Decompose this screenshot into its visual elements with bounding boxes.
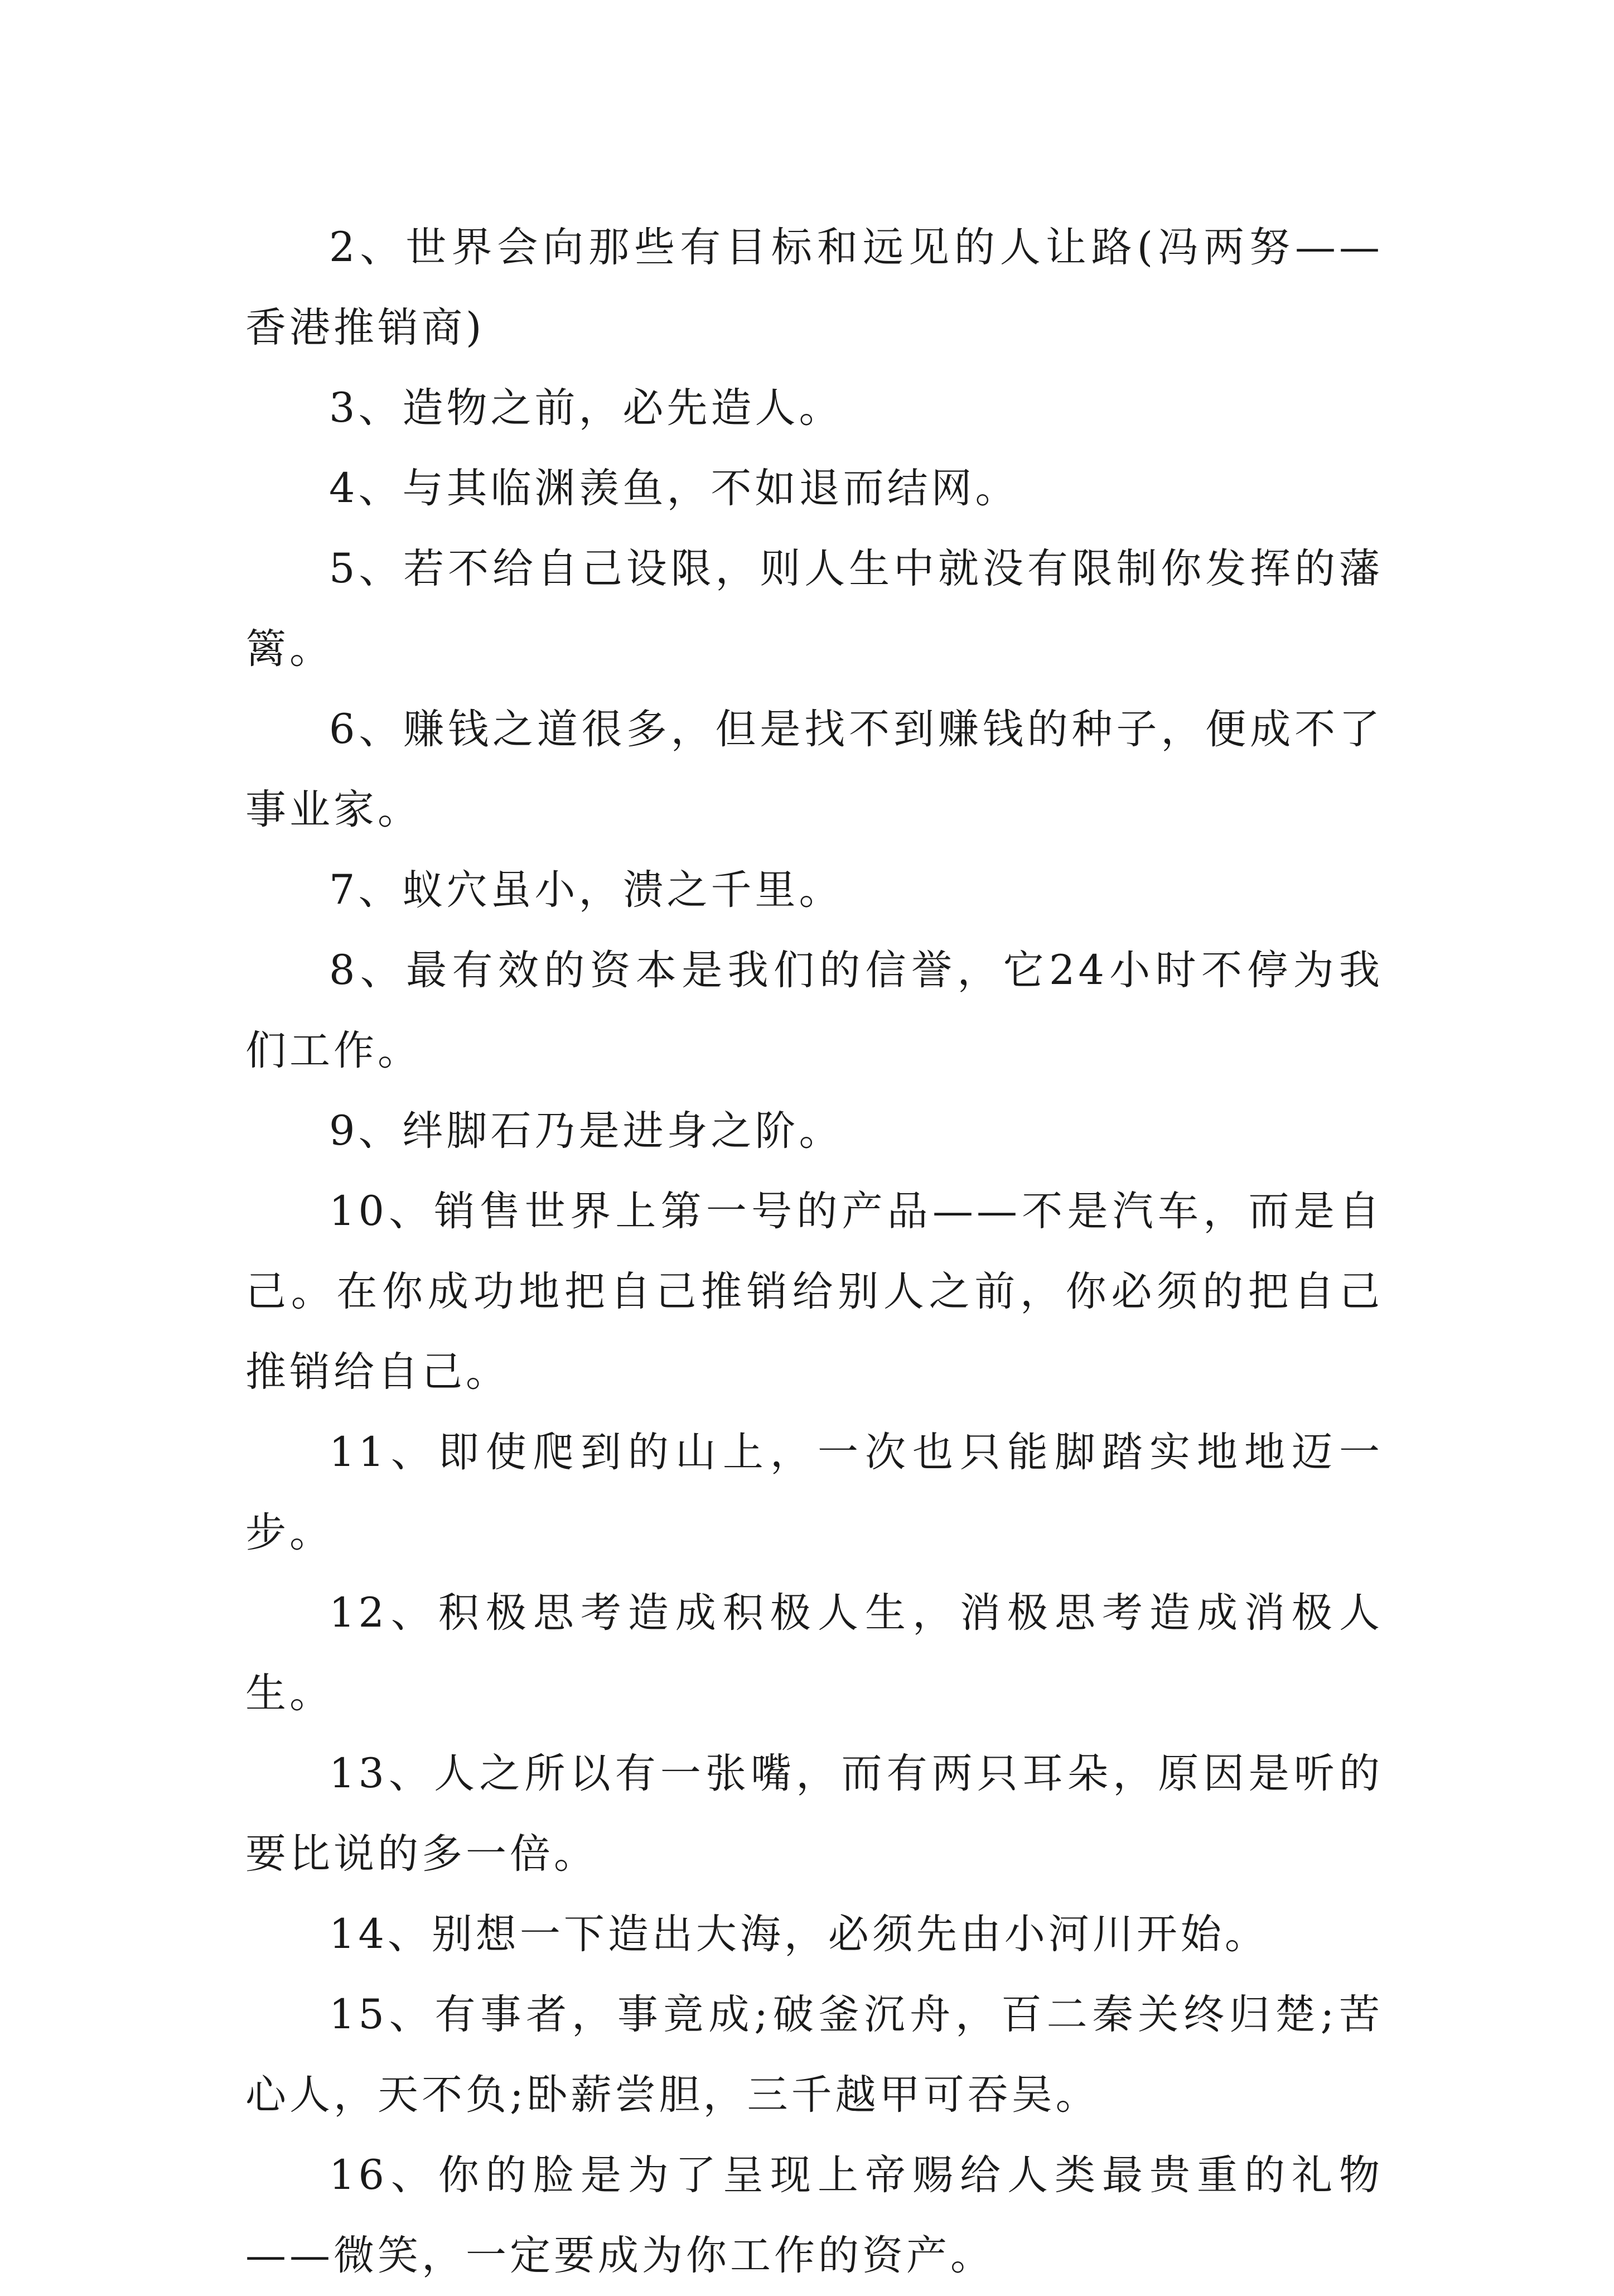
document-body — [245, 208, 1383, 2296]
quote-paragraph-12: 12、积极思考造成积极人生，消极思考造成消极人生。 — [245, 1589, 1383, 1717]
quote-paragraph-7: 7、蚁穴虽小，溃之千里。 — [329, 866, 843, 914]
quote-paragraph-5: 5、若不给自己设限，则人生中就没有限制你发挥的藩篱。 — [245, 545, 1383, 673]
quote-paragraph-3: 3、造物之前，必先造人。 — [329, 384, 843, 432]
quote-paragraph-6: 6、赚钱之道很多，但是找不到赚钱的种子，便成不了事业家。 — [245, 706, 1383, 833]
quote-paragraph-15: 15、有事者，事竟成;破釜沉舟，百二秦关终归楚;苦心人，天不负;卧薪尝胆，三千越甲可吞吴。 — [245, 1991, 1383, 2119]
quote-paragraph-11: 11、即使爬到的山上，一次也只能脚踏实地地迈一步。 — [245, 1429, 1383, 1556]
quote-paragraph-14: 14、别想一下造出大海，必须先由小河川开始。 — [329, 1911, 1269, 1958]
quote-paragraph-16: 16、你的脸是为了呈现上帝赐给人类最贵重的礼物——微笑，一定要成为你工作的资产。 — [245, 2152, 1383, 2279]
quote-paragraph-4: 4、与其临渊羡鱼，不如退而结网。 — [329, 465, 1019, 512]
quote-paragraph-2: 2、世界会向那些有目标和远见的人让路(冯两努——香港推销商) — [245, 224, 1383, 351]
quote-paragraph-9: 9、绊脚石乃是进身之阶。 — [329, 1107, 843, 1155]
quote-paragraph-13: 13、人之所以有一张嘴，而有两只耳朵，原因是听的要比说的多一倍。 — [245, 1750, 1383, 1878]
quote-paragraph-10: 10、销售世界上第一号的产品——不是汽车，而是自己。在你成功地把自己推销给别人之前，你必须的把自己推销给自己。 — [245, 1188, 1383, 1396]
quote-paragraph-8: 8、最有效的资本是我们的信誉，它24小时不停为我们工作。 — [245, 947, 1383, 1074]
